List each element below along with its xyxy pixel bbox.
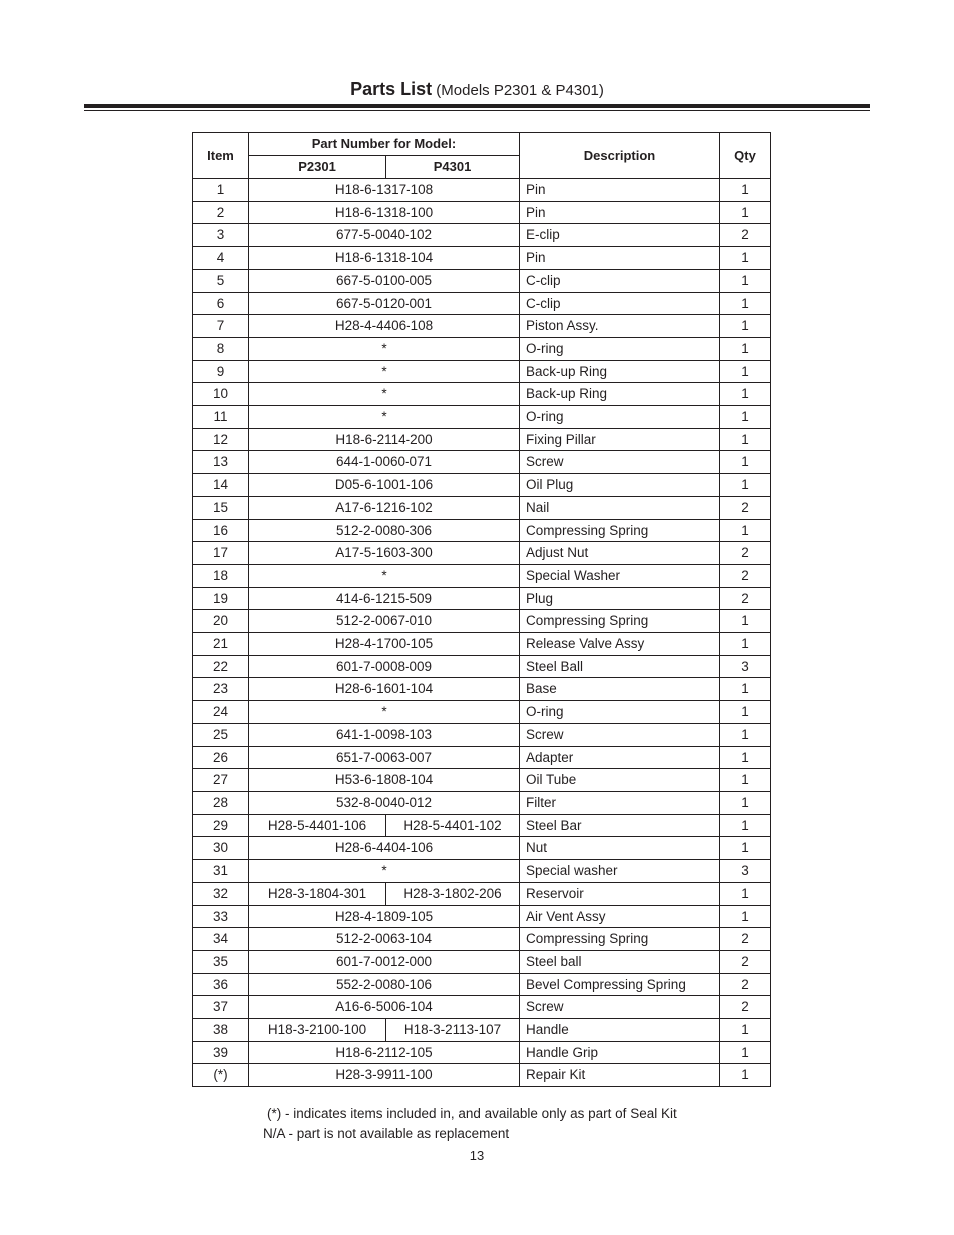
item-cell: 27 bbox=[193, 769, 249, 792]
description-cell: Steel Ball bbox=[520, 655, 720, 678]
table-row bbox=[193, 723, 771, 746]
title-main: Parts List bbox=[350, 79, 433, 99]
qty-cell: 3 bbox=[720, 860, 771, 883]
part-number-cell: * bbox=[249, 337, 520, 360]
table-row bbox=[193, 337, 771, 360]
item-cell: 7 bbox=[193, 315, 249, 338]
item-cell: 5 bbox=[193, 269, 249, 292]
item-cell: 8 bbox=[193, 337, 249, 360]
part-number-cell: H18-6-2114-200 bbox=[249, 428, 520, 451]
qty-cell: 1 bbox=[720, 201, 771, 224]
item-cell: 35 bbox=[193, 950, 249, 973]
qty-cell: 2 bbox=[720, 928, 771, 951]
table-row bbox=[193, 701, 771, 724]
title-models: (Models P2301 & P4301) bbox=[436, 82, 604, 99]
part-number-cell: 651-7-0063-007 bbox=[249, 746, 520, 769]
table-row bbox=[193, 474, 771, 497]
description-cell: Screw bbox=[520, 723, 720, 746]
qty-cell: 1 bbox=[720, 360, 771, 383]
part-number-cell: * bbox=[249, 564, 520, 587]
part-number-cell: * bbox=[249, 360, 520, 383]
description-cell: Steel ball bbox=[520, 950, 720, 973]
qty-cell: 1 bbox=[720, 633, 771, 656]
description-cell: Handle Grip bbox=[520, 1041, 720, 1064]
item-cell: 14 bbox=[193, 474, 249, 497]
qty-cell: 1 bbox=[720, 1064, 771, 1087]
qty-cell: 2 bbox=[720, 564, 771, 587]
description-cell: C-clip bbox=[520, 292, 720, 315]
table-row bbox=[193, 610, 771, 633]
part-number-cell: * bbox=[249, 406, 520, 429]
item-cell: 26 bbox=[193, 746, 249, 769]
part-number-cell: * bbox=[249, 383, 520, 406]
item-cell: 20 bbox=[193, 610, 249, 633]
header-p2301: P2301 bbox=[249, 156, 386, 179]
description-cell: Base bbox=[520, 678, 720, 701]
description-cell: Compressing Spring bbox=[520, 928, 720, 951]
header-rule-thick bbox=[84, 104, 870, 108]
table-row bbox=[193, 1064, 771, 1087]
table-row bbox=[193, 950, 771, 973]
header-description: Description bbox=[520, 133, 720, 179]
header-item: Item bbox=[193, 133, 249, 179]
part-number-cell: H18-6-2112-105 bbox=[249, 1041, 520, 1064]
table-row bbox=[193, 542, 771, 565]
description-cell: Nut bbox=[520, 837, 720, 860]
description-cell: Oil Plug bbox=[520, 474, 720, 497]
table-row bbox=[193, 564, 771, 587]
item-cell: 2 bbox=[193, 201, 249, 224]
item-cell: 18 bbox=[193, 564, 249, 587]
part-number-cell: 512-2-0067-010 bbox=[249, 610, 520, 633]
note-seal-kit: (*) - indicates items included in, and available only as part of Seal Kit bbox=[267, 1106, 677, 1121]
qty-cell: 2 bbox=[720, 542, 771, 565]
item-cell: 9 bbox=[193, 360, 249, 383]
table-row bbox=[193, 292, 771, 315]
description-cell: Plug bbox=[520, 587, 720, 610]
item-cell: 10 bbox=[193, 383, 249, 406]
part-number-cell: 667-5-0120-001 bbox=[249, 292, 520, 315]
table-row bbox=[193, 996, 771, 1019]
item-cell: 24 bbox=[193, 701, 249, 724]
qty-cell: 1 bbox=[720, 519, 771, 542]
qty-cell: 2 bbox=[720, 996, 771, 1019]
part-p2301-cell: H18-3-2100-100 bbox=[249, 1019, 386, 1042]
table-row bbox=[193, 587, 771, 610]
qty-cell: 2 bbox=[720, 950, 771, 973]
item-cell: 30 bbox=[193, 837, 249, 860]
note-na: N/A - part is not available as replacement bbox=[263, 1126, 510, 1141]
part-number-cell: H18-6-1317-108 bbox=[249, 179, 520, 202]
qty-cell: 2 bbox=[720, 587, 771, 610]
qty-cell: 1 bbox=[720, 723, 771, 746]
table-body bbox=[193, 179, 771, 1087]
part-number-cell: H28-6-4404-106 bbox=[249, 837, 520, 860]
part-number-cell: 641-1-0098-103 bbox=[249, 723, 520, 746]
item-cell: 11 bbox=[193, 406, 249, 429]
description-cell: Special Washer bbox=[520, 564, 720, 587]
description-cell: Piston Assy. bbox=[520, 315, 720, 338]
item-cell: (*) bbox=[193, 1064, 249, 1087]
item-cell: 13 bbox=[193, 451, 249, 474]
table-row bbox=[193, 451, 771, 474]
header-part-number: Part Number for Model: bbox=[249, 133, 520, 156]
part-number-cell: H28-3-9911-100 bbox=[249, 1064, 520, 1087]
item-cell: 25 bbox=[193, 723, 249, 746]
qty-cell: 1 bbox=[720, 315, 771, 338]
item-cell: 29 bbox=[193, 814, 249, 837]
table-row bbox=[193, 973, 771, 996]
table-row bbox=[193, 837, 771, 860]
item-cell: 4 bbox=[193, 247, 249, 270]
table-row bbox=[193, 201, 771, 224]
item-cell: 1 bbox=[193, 179, 249, 202]
header-qty: Qty bbox=[720, 133, 771, 179]
item-cell: 28 bbox=[193, 791, 249, 814]
qty-cell: 1 bbox=[720, 746, 771, 769]
item-cell: 17 bbox=[193, 542, 249, 565]
table-row bbox=[193, 269, 771, 292]
table-row bbox=[193, 746, 771, 769]
qty-cell: 1 bbox=[720, 1019, 771, 1042]
item-cell: 21 bbox=[193, 633, 249, 656]
qty-cell: 1 bbox=[720, 769, 771, 792]
qty-cell: 1 bbox=[720, 701, 771, 724]
part-number-cell: 601-7-0008-009 bbox=[249, 655, 520, 678]
table-row bbox=[193, 383, 771, 406]
description-cell: Nail bbox=[520, 496, 720, 519]
qty-cell: 1 bbox=[720, 1041, 771, 1064]
qty-cell: 1 bbox=[720, 179, 771, 202]
part-number-cell: A17-6-1216-102 bbox=[249, 496, 520, 519]
description-cell: Steel Bar bbox=[520, 814, 720, 837]
part-number-cell: * bbox=[249, 860, 520, 883]
item-cell: 36 bbox=[193, 973, 249, 996]
description-cell: O-ring bbox=[520, 701, 720, 724]
description-cell: Fixing Pillar bbox=[520, 428, 720, 451]
table-row bbox=[193, 633, 771, 656]
table-row bbox=[193, 928, 771, 951]
part-p4301-cell: H18-3-2113-107 bbox=[386, 1019, 520, 1042]
description-cell: O-ring bbox=[520, 337, 720, 360]
part-number-cell: H28-6-1601-104 bbox=[249, 678, 520, 701]
table-row bbox=[193, 247, 771, 270]
item-cell: 37 bbox=[193, 996, 249, 1019]
part-number-cell: 601-7-0012-000 bbox=[249, 950, 520, 973]
part-number-cell: A16-6-5006-104 bbox=[249, 996, 520, 1019]
part-number-cell: H18-6-1318-100 bbox=[249, 201, 520, 224]
item-cell: 6 bbox=[193, 292, 249, 315]
qty-cell: 1 bbox=[720, 814, 771, 837]
qty-cell: 2 bbox=[720, 224, 771, 247]
qty-cell: 1 bbox=[720, 678, 771, 701]
part-number-cell: H28-4-1809-105 bbox=[249, 905, 520, 928]
table-row bbox=[193, 814, 771, 837]
part-number-cell: H53-6-1808-104 bbox=[249, 769, 520, 792]
qty-cell: 1 bbox=[720, 269, 771, 292]
page-title bbox=[0, 79, 954, 100]
part-number-cell: 414-6-1215-509 bbox=[249, 587, 520, 610]
table-row bbox=[193, 360, 771, 383]
part-number-cell: D05-6-1001-106 bbox=[249, 474, 520, 497]
table-row bbox=[193, 1019, 771, 1042]
description-cell: Special washer bbox=[520, 860, 720, 883]
part-number-cell: * bbox=[249, 701, 520, 724]
description-cell: Adjust Nut bbox=[520, 542, 720, 565]
qty-cell: 3 bbox=[720, 655, 771, 678]
description-cell: Release Valve Assy bbox=[520, 633, 720, 656]
description-cell: Repair Kit bbox=[520, 1064, 720, 1087]
qty-cell: 2 bbox=[720, 496, 771, 519]
table-row bbox=[193, 496, 771, 519]
description-cell: Bevel Compressing Spring bbox=[520, 973, 720, 996]
item-cell: 15 bbox=[193, 496, 249, 519]
item-cell: 34 bbox=[193, 928, 249, 951]
item-cell: 22 bbox=[193, 655, 249, 678]
qty-cell: 1 bbox=[720, 292, 771, 315]
footnotes bbox=[263, 1104, 677, 1144]
item-cell: 3 bbox=[193, 224, 249, 247]
table-row bbox=[193, 655, 771, 678]
part-number-cell: 644-1-0060-071 bbox=[249, 451, 520, 474]
description-cell: Filter bbox=[520, 791, 720, 814]
description-cell: O-ring bbox=[520, 406, 720, 429]
table-row bbox=[193, 882, 771, 905]
part-p2301-cell: H28-5-4401-106 bbox=[249, 814, 386, 837]
item-cell: 32 bbox=[193, 882, 249, 905]
part-number-cell: 512-2-0080-306 bbox=[249, 519, 520, 542]
item-cell: 12 bbox=[193, 428, 249, 451]
description-cell: Screw bbox=[520, 451, 720, 474]
table-row bbox=[193, 179, 771, 202]
parts-table bbox=[192, 132, 771, 1087]
header-p4301: P4301 bbox=[386, 156, 520, 179]
qty-cell: 1 bbox=[720, 474, 771, 497]
table-row bbox=[193, 1041, 771, 1064]
description-cell: Back-up Ring bbox=[520, 360, 720, 383]
description-cell: Pin bbox=[520, 201, 720, 224]
part-number-cell: 552-2-0080-106 bbox=[249, 973, 520, 996]
part-p4301-cell: H28-5-4401-102 bbox=[386, 814, 520, 837]
description-cell: Oil Tube bbox=[520, 769, 720, 792]
part-number-cell: H28-4-4406-108 bbox=[249, 315, 520, 338]
qty-cell: 1 bbox=[720, 406, 771, 429]
description-cell: Air Vent Assy bbox=[520, 905, 720, 928]
part-number-cell: 512-2-0063-104 bbox=[249, 928, 520, 951]
qty-cell: 1 bbox=[720, 337, 771, 360]
description-cell: Pin bbox=[520, 247, 720, 270]
item-cell: 38 bbox=[193, 1019, 249, 1042]
qty-cell: 1 bbox=[720, 610, 771, 633]
qty-cell: 1 bbox=[720, 882, 771, 905]
part-number-cell: 667-5-0100-005 bbox=[249, 269, 520, 292]
table-row bbox=[193, 224, 771, 247]
description-cell: Pin bbox=[520, 179, 720, 202]
qty-cell: 1 bbox=[720, 837, 771, 860]
description-cell: C-clip bbox=[520, 269, 720, 292]
description-cell: Compressing Spring bbox=[520, 519, 720, 542]
qty-cell: 2 bbox=[720, 973, 771, 996]
table-row bbox=[193, 678, 771, 701]
qty-cell: 1 bbox=[720, 905, 771, 928]
item-cell: 33 bbox=[193, 905, 249, 928]
table-row bbox=[193, 905, 771, 928]
table-row bbox=[193, 428, 771, 451]
part-number-cell: 677-5-0040-102 bbox=[249, 224, 520, 247]
part-number-cell: 532-8-0040-012 bbox=[249, 791, 520, 814]
description-cell: Screw bbox=[520, 996, 720, 1019]
page-number: 13 bbox=[469, 1148, 485, 1163]
qty-cell: 1 bbox=[720, 428, 771, 451]
qty-cell: 1 bbox=[720, 451, 771, 474]
part-p2301-cell: H28-3-1804-301 bbox=[249, 882, 386, 905]
header-rule-thin bbox=[84, 110, 870, 111]
description-cell: Back-up Ring bbox=[520, 383, 720, 406]
table-row bbox=[193, 791, 771, 814]
part-number-cell: H28-4-1700-105 bbox=[249, 633, 520, 656]
part-number-cell: H18-6-1318-104 bbox=[249, 247, 520, 270]
item-cell: 19 bbox=[193, 587, 249, 610]
item-cell: 16 bbox=[193, 519, 249, 542]
item-cell: 23 bbox=[193, 678, 249, 701]
part-p4301-cell: H28-3-1802-206 bbox=[386, 882, 520, 905]
description-cell: E-clip bbox=[520, 224, 720, 247]
part-number-cell: A17-5-1603-300 bbox=[249, 542, 520, 565]
table-row bbox=[193, 519, 771, 542]
description-cell: Handle bbox=[520, 1019, 720, 1042]
table-row bbox=[193, 860, 771, 883]
table-row bbox=[193, 406, 771, 429]
qty-cell: 1 bbox=[720, 791, 771, 814]
qty-cell: 1 bbox=[720, 383, 771, 406]
table-row bbox=[193, 315, 771, 338]
item-cell: 31 bbox=[193, 860, 249, 883]
description-cell: Compressing Spring bbox=[520, 610, 720, 633]
qty-cell: 1 bbox=[720, 247, 771, 270]
description-cell: Reservoir bbox=[520, 882, 720, 905]
description-cell: Adapter bbox=[520, 746, 720, 769]
table-row bbox=[193, 769, 771, 792]
item-cell: 39 bbox=[193, 1041, 249, 1064]
